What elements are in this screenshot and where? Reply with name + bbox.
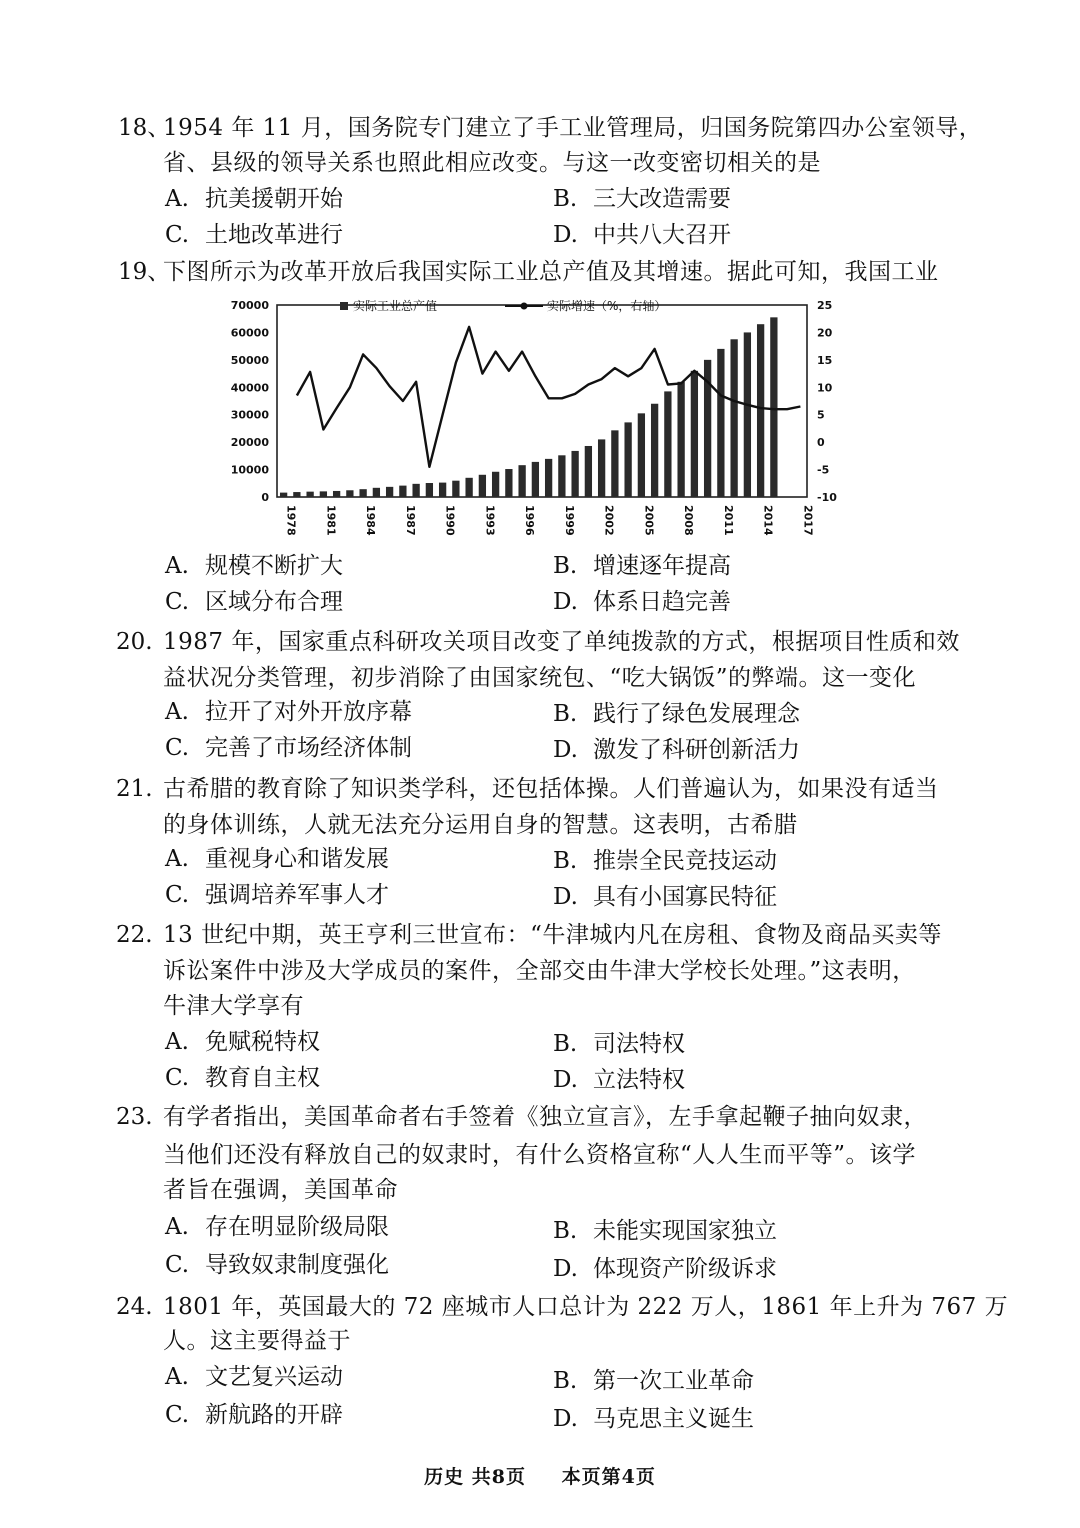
output-bar bbox=[624, 422, 631, 497]
option-c: C. 导致奴隶制度强化 bbox=[165, 1252, 389, 1278]
output-bar bbox=[518, 465, 525, 497]
footer-page-number: 本页第4页 bbox=[561, 1466, 656, 1488]
question-text: 诉讼案件中涉及大学成员的案件，全部交由牛津大学校长处理。”这表明， bbox=[163, 958, 916, 984]
output-bar bbox=[439, 483, 446, 497]
output-bar bbox=[280, 493, 287, 497]
output-bar bbox=[651, 404, 658, 497]
option-b: B. 司法特权 bbox=[553, 1031, 685, 1057]
option-c: C. 强调培养军事人才 bbox=[165, 882, 389, 908]
question-text: 古希腊的教育除了知识类学科，还包括体操。人们普遍认为，如果没有适当 bbox=[163, 776, 939, 802]
output-bar bbox=[426, 483, 433, 497]
x-tick-label: 2011 bbox=[721, 505, 735, 536]
option-c: C. 教育自主权 bbox=[165, 1065, 320, 1091]
option-d: D. 体系日趋完善 bbox=[553, 589, 731, 615]
question-text: 的身体训练，人就无法充分运用自身的智慧。这表明，古希腊 bbox=[163, 812, 798, 838]
output-bar bbox=[571, 451, 578, 497]
output-bar bbox=[730, 339, 737, 497]
x-tick-label: 1978 bbox=[284, 505, 298, 536]
y-right-tick-label: 0 bbox=[817, 436, 825, 450]
chart-bars bbox=[280, 317, 778, 497]
x-tick-label: 1987 bbox=[403, 505, 417, 536]
option-d: D. 激发了科研创新活力 bbox=[553, 737, 800, 763]
question-number: 19、 bbox=[118, 259, 171, 285]
y-right-tick-label: -10 bbox=[817, 491, 837, 504]
output-bar bbox=[677, 382, 684, 497]
y-right-tick-label: 5 bbox=[817, 408, 825, 422]
x-tick-label: 2002 bbox=[602, 505, 616, 536]
chart-line bbox=[297, 327, 801, 467]
option-b: B. 未能实现国家独立 bbox=[553, 1218, 777, 1244]
output-bar bbox=[373, 488, 380, 497]
output-bar bbox=[664, 391, 671, 497]
chart-axes bbox=[277, 305, 807, 497]
option-a: A. 重视身心和谐发展 bbox=[165, 846, 389, 872]
output-bar bbox=[412, 484, 419, 497]
output-bar bbox=[386, 487, 393, 497]
industrial-output-chart bbox=[205, 292, 845, 540]
output-bar bbox=[346, 490, 353, 497]
question-text: 下图所示为改革开放后我国实际工业总产值及其增速。据此可知，我国工业 bbox=[163, 259, 939, 285]
question-number: 20. bbox=[116, 629, 153, 655]
question-text: 有学者指出，美国革命者右手签着《独立宣言》，左手拿起鞭子抽向奴隶， bbox=[163, 1104, 927, 1130]
output-bar bbox=[757, 324, 764, 497]
question-text: 益状况分类管理，初步消除了由国家统包、“吃大锅饭”的弊端。这一变化 bbox=[163, 665, 917, 691]
x-tick-label: 1984 bbox=[364, 505, 378, 536]
growth-rate-line bbox=[297, 327, 801, 467]
x-tick-label: 1999 bbox=[562, 505, 576, 536]
y-left-tick-label: 50000 bbox=[230, 353, 269, 367]
output-bar bbox=[532, 462, 539, 497]
option-d: D. 马克思主义诞生 bbox=[553, 1406, 754, 1432]
output-bar bbox=[691, 371, 698, 497]
option-b: B. 增速逐年提高 bbox=[553, 553, 731, 579]
question-text: 13 世纪中期，英王亨利三世宣布：“牛津城内凡在房租、食物及商品买卖等 bbox=[163, 922, 942, 948]
output-bar bbox=[770, 317, 777, 497]
x-tick-label: 2017 bbox=[801, 505, 815, 536]
question-text: 牛津大学享有 bbox=[163, 993, 304, 1019]
y-left-tick-label: 20000 bbox=[230, 436, 269, 450]
y-right-tick-label: 10 bbox=[817, 381, 833, 395]
y-left-tick-label: 60000 bbox=[230, 326, 269, 340]
legend-line-marker bbox=[521, 303, 528, 310]
output-bar bbox=[452, 481, 459, 497]
x-tick-label: 1981 bbox=[324, 505, 338, 536]
y-left-tick-label: 0 bbox=[261, 491, 269, 504]
y-right-tick-label: 25 bbox=[817, 299, 833, 312]
option-d: D. 立法特权 bbox=[553, 1067, 685, 1093]
question-number: 23. bbox=[116, 1104, 153, 1130]
question-text: 1987 年，国家重点科研攻关项目改变了单纯拨款的方式，根据项目性质和效 bbox=[163, 629, 960, 655]
x-tick-label: 1993 bbox=[483, 505, 497, 536]
option-a: A. 文艺复兴运动 bbox=[165, 1364, 343, 1390]
plot-frame bbox=[277, 305, 807, 497]
option-a: A. 存在明显阶级局限 bbox=[165, 1214, 389, 1240]
legend-bar-label: 实际工业总产值 bbox=[353, 299, 438, 313]
output-bar bbox=[505, 469, 512, 497]
question-text: 当他们还没有释放自己的奴隶时，有什么资格宣称“人人生而平等”。该学 bbox=[163, 1142, 917, 1168]
option-b: B. 第一次工业革命 bbox=[553, 1368, 754, 1394]
legend-line-label: 实际增速（%，右轴） bbox=[547, 299, 667, 313]
y-left-tick-label: 30000 bbox=[230, 408, 269, 422]
question-text: 1801 年，英国最大的 72 座城市人口总计为 222 万人，1861 年上升为 767 万 bbox=[163, 1294, 1009, 1320]
option-c: C. 新航路的开辟 bbox=[165, 1402, 343, 1428]
output-bar bbox=[545, 459, 552, 497]
option-d: D. 体现资产阶级诉求 bbox=[553, 1256, 777, 1282]
x-tick-label: 2014 bbox=[761, 505, 775, 536]
option-d: D. 中共八大召开 bbox=[553, 222, 731, 248]
output-bar bbox=[638, 413, 645, 497]
legend-bar-swatch bbox=[340, 302, 348, 310]
question-text: 人。这主要得益于 bbox=[163, 1328, 351, 1354]
question-text: 1954 年 11 月，国务院专门建立了手工业管理局，归国务院第四办公室领导， bbox=[163, 115, 983, 141]
output-bar bbox=[306, 492, 313, 497]
output-bar bbox=[492, 472, 499, 497]
output-bar bbox=[479, 475, 486, 497]
question-number: 21. bbox=[116, 776, 153, 802]
option-b: B. 践行了绿色发展理念 bbox=[553, 701, 800, 727]
option-d: D. 具有小国寡民特征 bbox=[553, 884, 777, 910]
y-left-tick-label: 70000 bbox=[230, 299, 269, 312]
output-bar bbox=[399, 486, 406, 497]
output-bar bbox=[744, 332, 751, 497]
x-tick-label: 1996 bbox=[523, 505, 537, 536]
page-footer bbox=[0, 1462, 1080, 1489]
option-a: A. 拉开了对外开放序幕 bbox=[165, 699, 412, 725]
x-tick-label: 2005 bbox=[642, 505, 656, 536]
output-bar bbox=[598, 439, 605, 497]
question-number: 18、 bbox=[118, 115, 171, 141]
question-number: 24. bbox=[116, 1294, 153, 1320]
question-number: 22. bbox=[116, 922, 153, 948]
option-c: C. 区域分布合理 bbox=[165, 589, 343, 615]
output-bar bbox=[293, 492, 300, 497]
option-b: B. 三大改造需要 bbox=[553, 186, 731, 212]
option-a: A. 规模不断扩大 bbox=[165, 553, 343, 579]
output-bar bbox=[558, 455, 565, 497]
question-text: 者旨在强调，美国革命 bbox=[163, 1177, 398, 1203]
output-bar bbox=[611, 430, 618, 497]
y-left-tick-label: 10000 bbox=[230, 463, 269, 477]
y-right-tick-label: 15 bbox=[817, 353, 833, 367]
option-b: B. 推崇全民竞技运动 bbox=[553, 848, 777, 874]
option-a: A. 抗美援朝开始 bbox=[165, 186, 343, 212]
option-c: C. 土地改革进行 bbox=[165, 222, 343, 248]
x-tick-label: 2008 bbox=[682, 505, 696, 536]
output-bar bbox=[333, 491, 340, 497]
footer-subject-pages: 历史 共8页 bbox=[424, 1466, 526, 1488]
question-text: 省、县级的领导关系也照此相应改变。与这一改变密切相关的是 bbox=[163, 150, 821, 176]
x-tick-label: 1990 bbox=[443, 505, 457, 536]
y-right-tick-label: -5 bbox=[817, 463, 830, 477]
output-bar bbox=[359, 489, 366, 497]
option-a: A. 免赋税特权 bbox=[165, 1029, 320, 1055]
y-right-tick-label: 20 bbox=[817, 326, 833, 340]
y-left-tick-label: 40000 bbox=[230, 381, 269, 395]
option-c: C. 完善了市场经济体制 bbox=[165, 735, 412, 761]
output-bar bbox=[717, 349, 724, 497]
output-bar bbox=[585, 446, 592, 497]
output-bar bbox=[320, 491, 327, 497]
output-bar bbox=[465, 478, 472, 497]
